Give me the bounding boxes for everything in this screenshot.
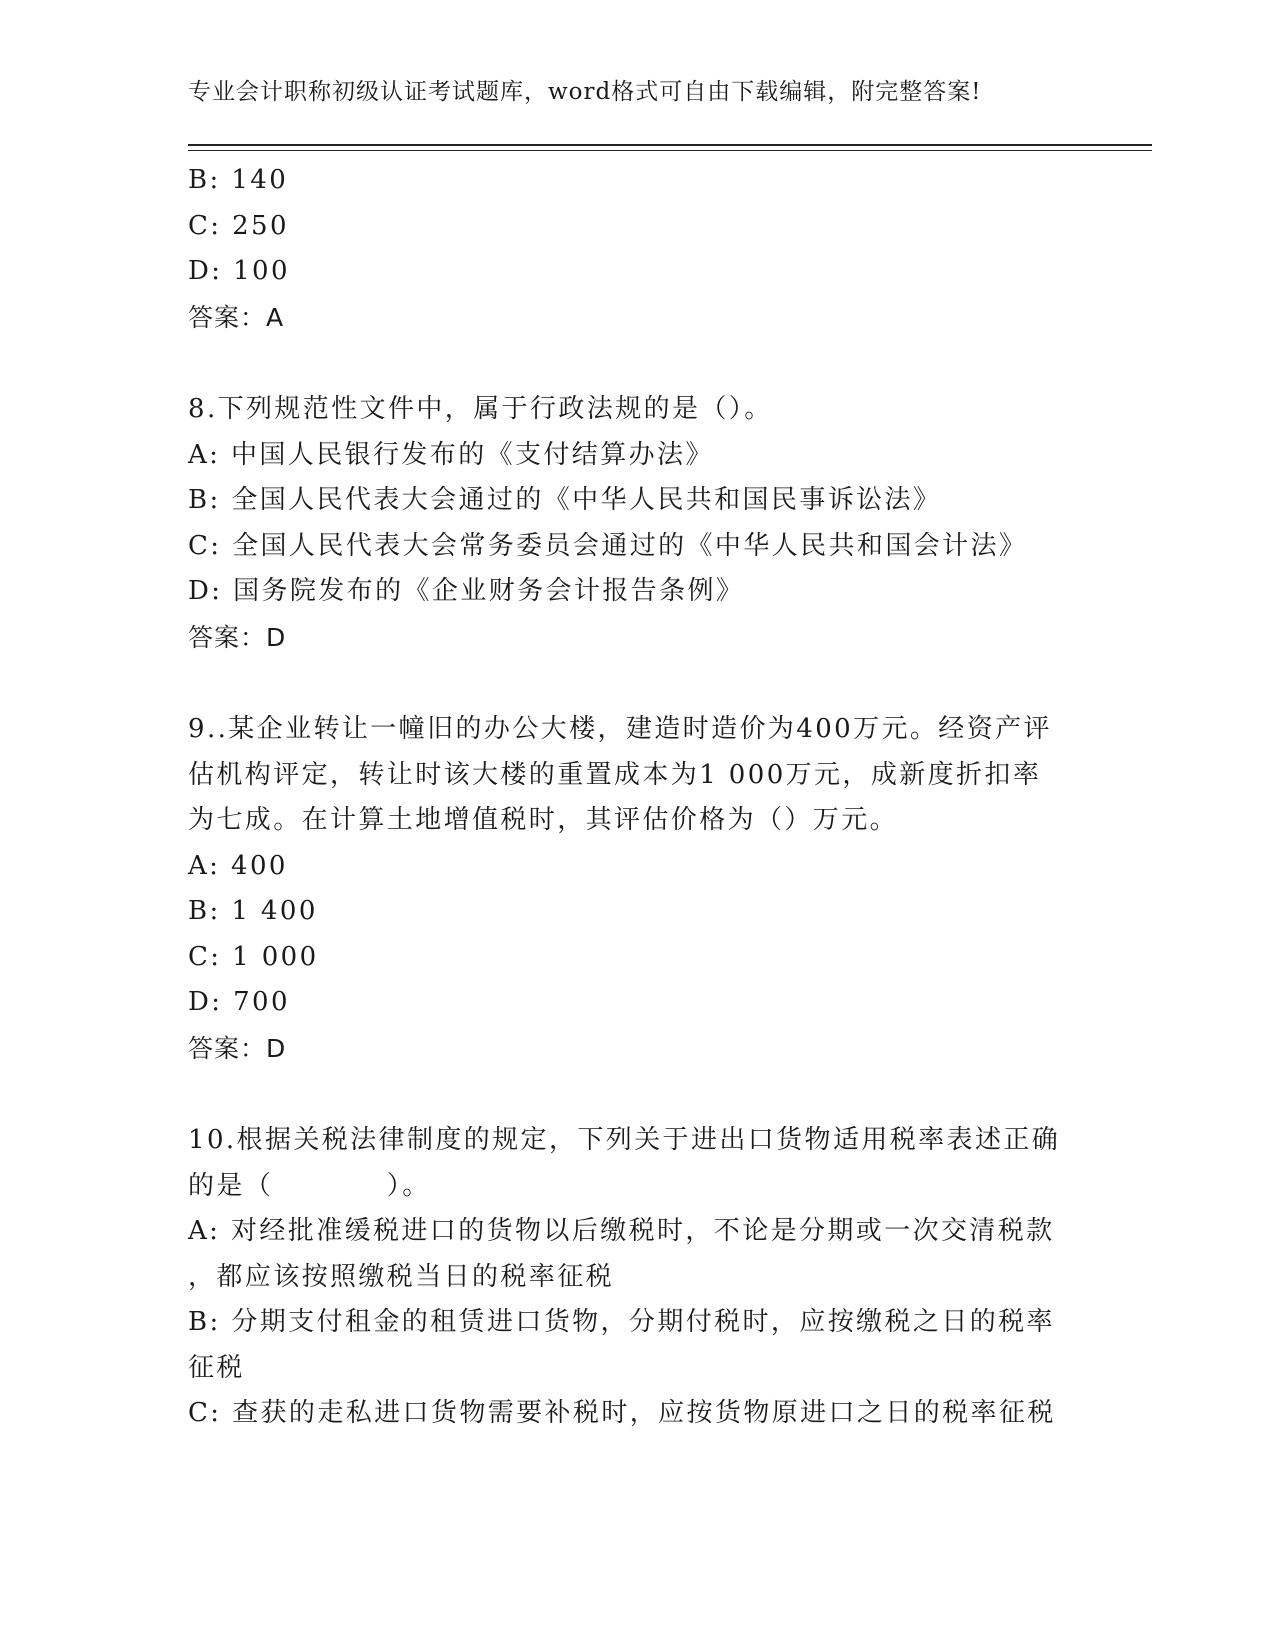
question-text: 估机构评定，转让时该大楼的重置成本为1 000万元，成新度折扣率 [188,759,1042,790]
answer-line: 答案：A [188,302,285,332]
question-text: 8.下列规范性文件中，属于行政法规的是（）。 [188,394,773,424]
option-line: A: 中国人民银行发布的《支付结算办法》 [188,439,714,470]
question-block-10 [188,1118,1088,1437]
option-line: ，都应该按照缴税当日的税率征税 [188,1261,615,1292]
spacer [188,340,1088,387]
option-line: D: 100 [188,256,290,286]
option-line: B: 1 400 [188,896,318,926]
option-line: B: 140 [188,165,289,195]
header-divider [188,144,1152,151]
option-line: D: 700 [188,987,290,1017]
option-line: D: 国务院发布的《企业财务会计报告条例》 [188,576,745,606]
question-text: 9..某企业转让一幢旧的办公大楼，建造时造价为400万元。经资产评 [188,714,1052,744]
document-body [188,158,1088,1437]
option-line: 征税 [188,1352,245,1383]
question-text: 10.根据关税法律制度的规定，下列关于进出口货物适用税率表述正确 [188,1125,1061,1155]
option-line: C: 250 [188,210,289,241]
question-text: 为七成。在计算土地增值税时，其评估价格为（）万元。 [188,805,899,835]
spacer [188,1071,1088,1118]
option-line: C: 全国人民代表大会常务委员会通过的《中华人民共和国会计法》 [188,530,1028,561]
option-line: A: 400 [188,850,288,881]
option-line: C: 查获的走私进口货物需要补税时，应按货物原进口之日的税率征税 [188,1398,1056,1428]
page-header: 专业会计职称初级认证考试题库，word格式可自由下载编辑，附完整答案! [188,79,982,105]
question-block-7 [188,158,1088,340]
answer-line: 答案：D [188,1033,287,1063]
option-line: C: 1 000 [188,941,319,972]
option-line: B: 全国人民代表大会通过的《中华人民共和国民事诉讼法》 [188,485,942,515]
question-block-9 [188,707,1088,1071]
option-line: B: 分期支付租金的租赁进口货物，分期付税时，应按缴税之日的税率 [188,1307,1055,1337]
question-text: 的是（ ）。 [188,1170,431,1201]
answer-line: 答案：D [188,622,287,652]
question-block-8 [188,387,1088,660]
option-line: A: 对经批准缓税进口的货物以后缴税时，不论是分期或一次交清税款 [188,1216,1055,1246]
spacer [188,660,1088,707]
